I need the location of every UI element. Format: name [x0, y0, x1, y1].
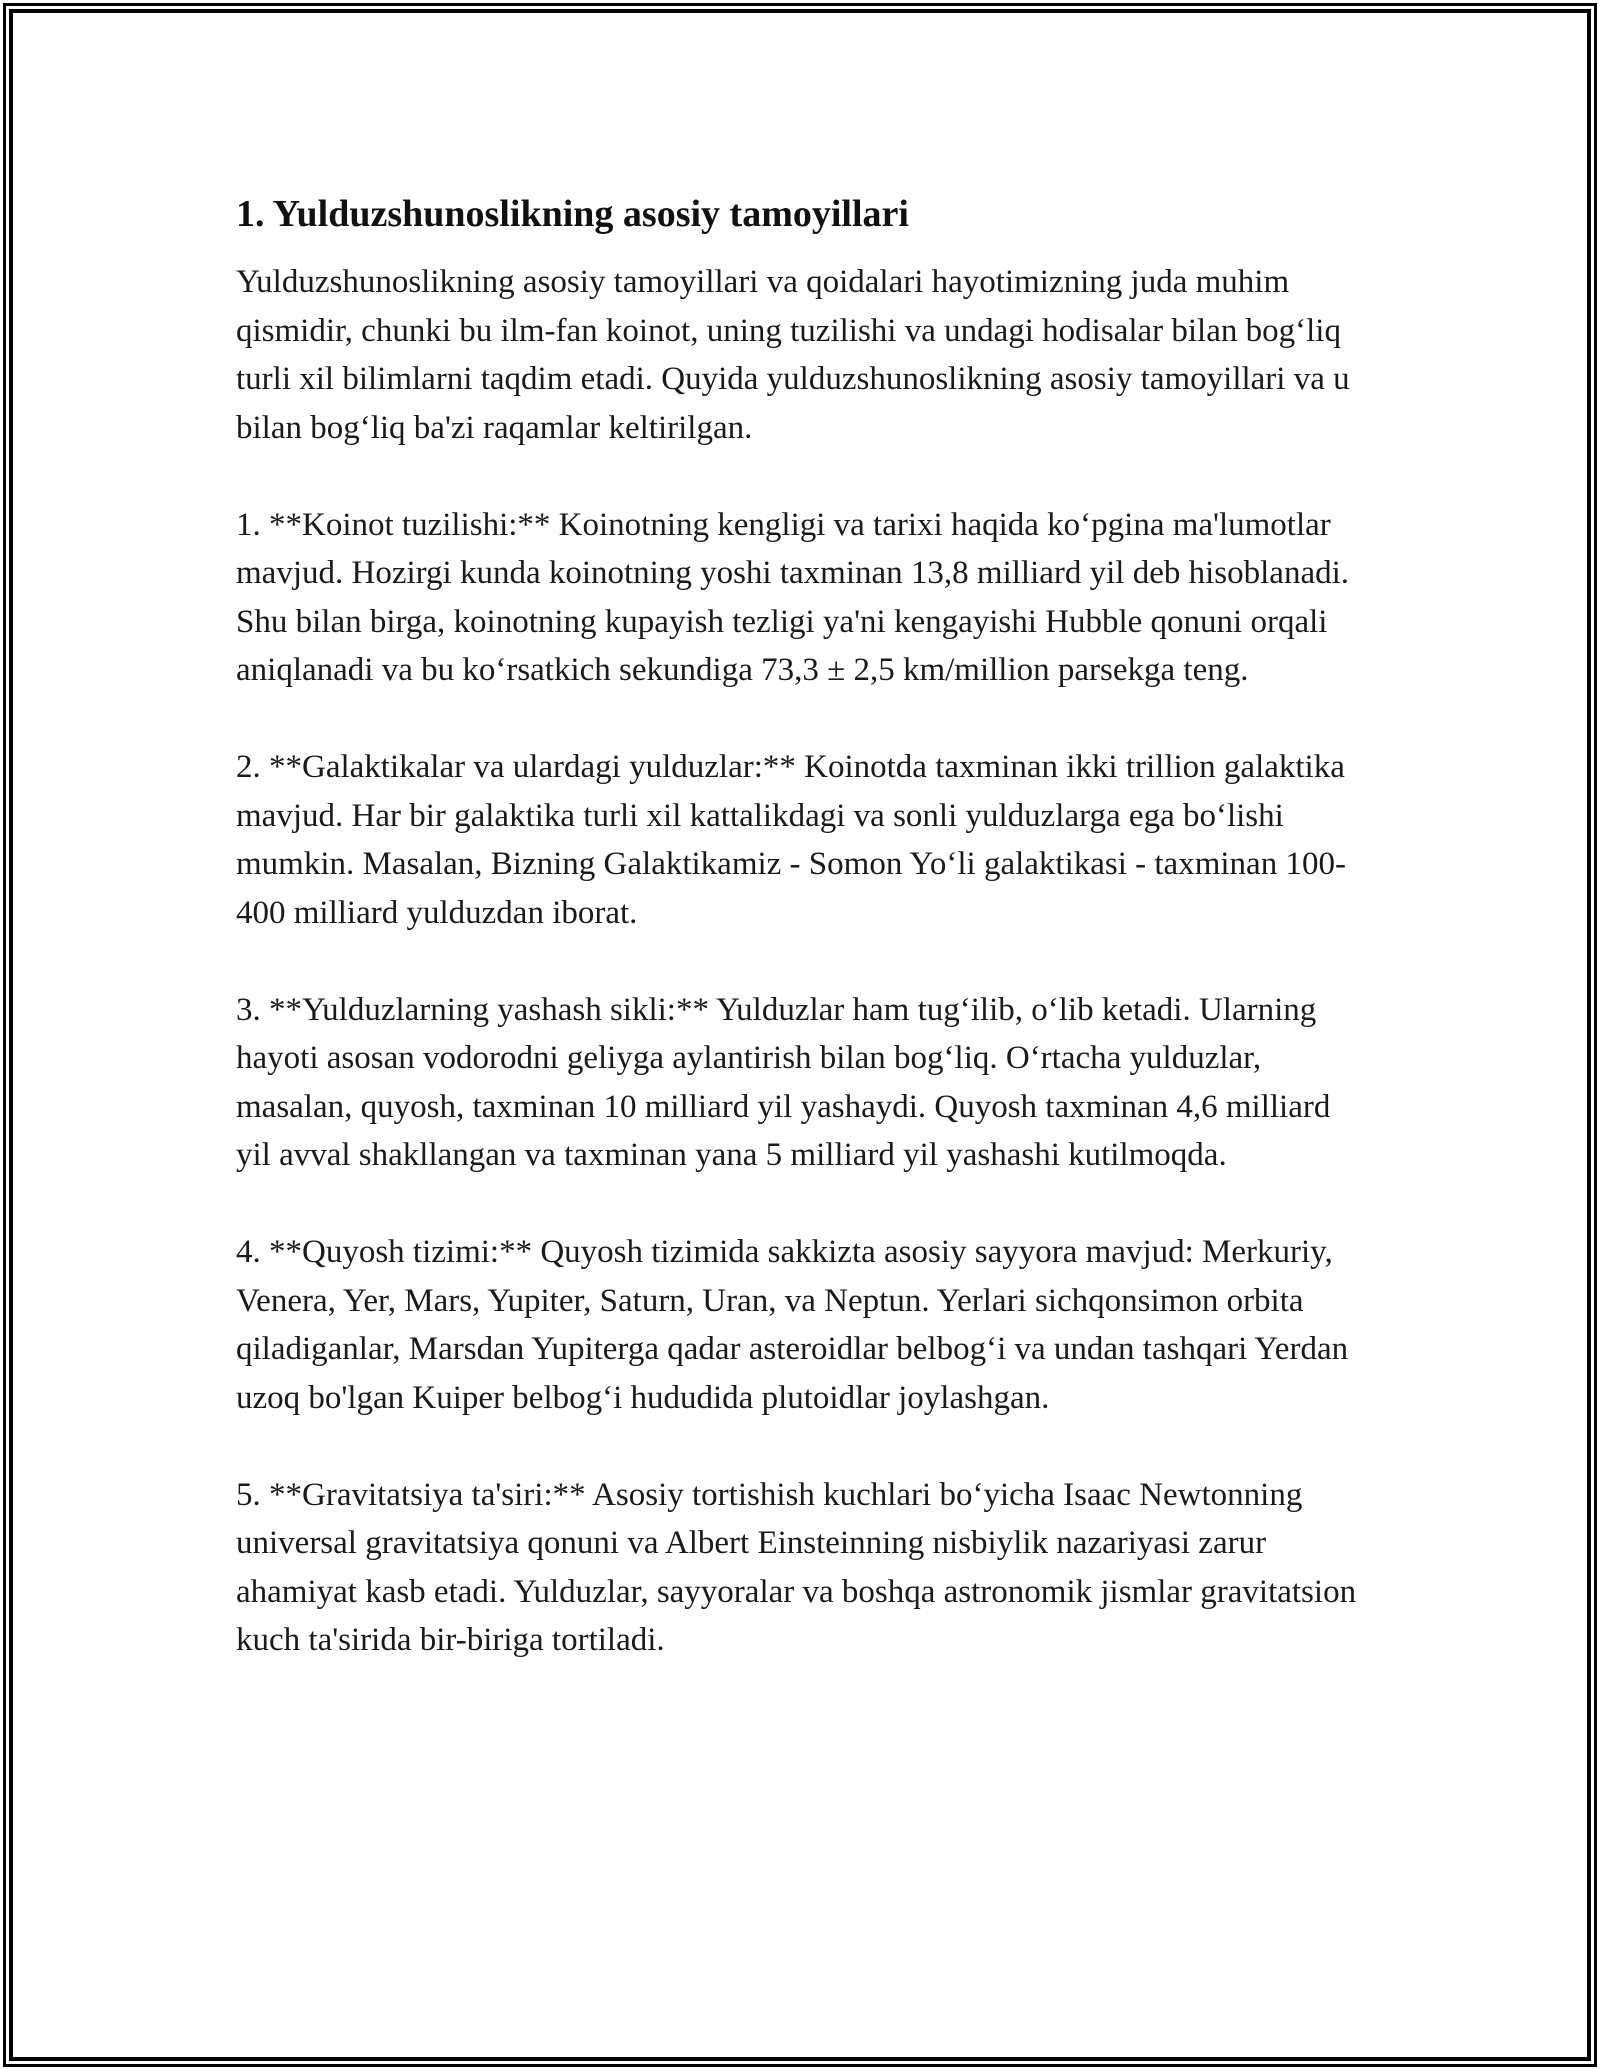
document-title: 1. Yulduzshunoslikning asosiy tamoyillari [236, 193, 909, 235]
intro-paragraph: Yulduzshunoslikning asosiy tamoyillari va qoidalari hayotimizning juda muhim qismidir, chunki bu ilm-fan koinot, uning tuzilishi va undagi hodisalar bilan bog‘liq turli xil bilimlarni taqdim etadi. Quyida yulduzshunoslikning asosiy tamoyillari va u bilan bog‘liq ba'zi raqamlar keltirilgan. [236, 264, 1350, 446]
document-body [236, 190, 1372, 1713]
section-paragraph-5: 5. **Gravitatsiya ta'siri:** Asosiy tortishish kuchlari bo‘yicha Isaac Newtonning universal gravitatsiya qonuni va Albert Einsteinning nisbiylik nazariyasi zarur ahamiyat kasb etadi. Yulduzlar, sayyoralar va boshqa astronomik jismlar gravitatsion kuch ta'sirida bir-biriga tortiladi. [236, 1476, 1357, 1658]
section-paragraph-2: 2. **Galaktikalar va ulardagi yulduzlar:** Koinotda taxminan ikki trillion galaktika mavjud. Har bir galaktika turli xil kattalikdagi va sonli yulduzlarga ega bo‘lishi mumkin. Masalan, Bizning Galaktikamiz - Somon Yo‘li galaktikasi - taxminan 100-400 milliard yulduzdan iborat. [236, 749, 1346, 931]
section-paragraph-4: 4. **Quyosh tizimi:** Quyosh tizimida sakkizta asosiy sayyora mavjud: Merkuriy, Venera, Yer, Mars, Yupiter, Saturn, Uran, va Neptun. Yerlari sichqonsimon orbita qiladiganlar, Marsdan Yupiterga qadar asteroidlar belbog‘i va undan tashqari Yerdan uzoq bo'lgan Kuiper belbog‘i hududida plutoidlar joylashgan. [236, 1234, 1349, 1416]
section-paragraph-3: 3. **Yulduzlarning yashash sikli:** Yulduzlar ham tug‘ilib, o‘lib ketadi. Ularning hayoti asosan vodorodni geliyga aylantirish bilan bog‘liq. O‘rtacha yulduzlar, masalan, quyosh, taxminan 10 milliard yil yashaydi. Quyosh taxminan 4,6 milliard yil avval shakllangan va taxminan yana 5 milliard yil yashashi kutilmoqda. [236, 991, 1331, 1173]
section-paragraph-1: 1. **Koinot tuzilishi:** Koinotning kengligi va tarixi haqida ko‘pgina ma'lumotlar mavjud. Hozirgi kunda koinotning yoshi taxminan 13,8 milliard yil deb hisoblanadi. Shu bilan birga, koinotning kupayish tezligi ya'ni kengayishi Hubble qonuni orqali aniqlanadi va bu ko‘rsatkich sekundiga 73,3 ± 2,5 km/million parsekga teng. [236, 506, 1350, 688]
